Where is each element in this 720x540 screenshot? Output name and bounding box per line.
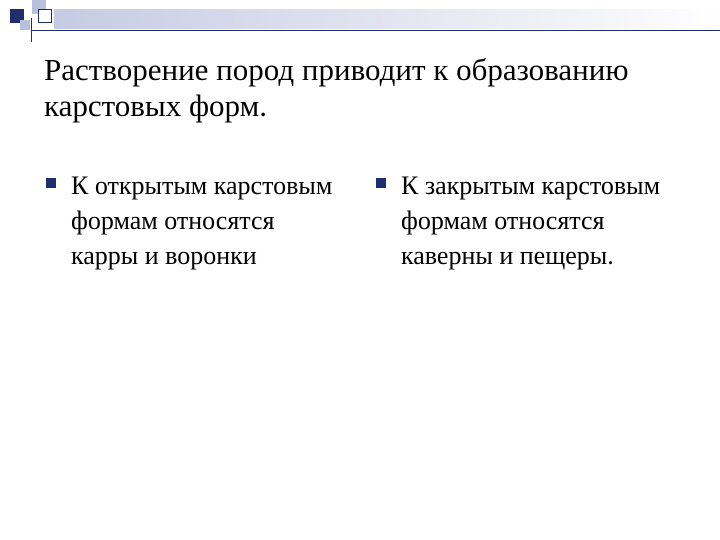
header-rule	[32, 30, 720, 31]
deco-square-outline	[38, 9, 52, 23]
header-gradient-band	[54, 9, 720, 29]
bullet-item	[46, 168, 336, 273]
deco-square-small	[20, 20, 30, 30]
bullet-item	[376, 168, 666, 273]
bullet-column-right	[376, 168, 666, 273]
decorative-header	[0, 0, 720, 40]
square-bullet-icon	[46, 178, 56, 188]
bullet-text: К закрытым карстовым формам относятся каверны и пещеры.	[401, 171, 661, 270]
slide-title: Растворение пород приводит к образованию карстовых форм.	[44, 52, 629, 123]
bullet-text: К открытым карстовым формам относятся карры и воронки	[71, 171, 333, 270]
header-vertical-rule	[31, 18, 32, 42]
bullet-column-left	[46, 168, 336, 273]
square-bullet-icon	[376, 178, 386, 188]
